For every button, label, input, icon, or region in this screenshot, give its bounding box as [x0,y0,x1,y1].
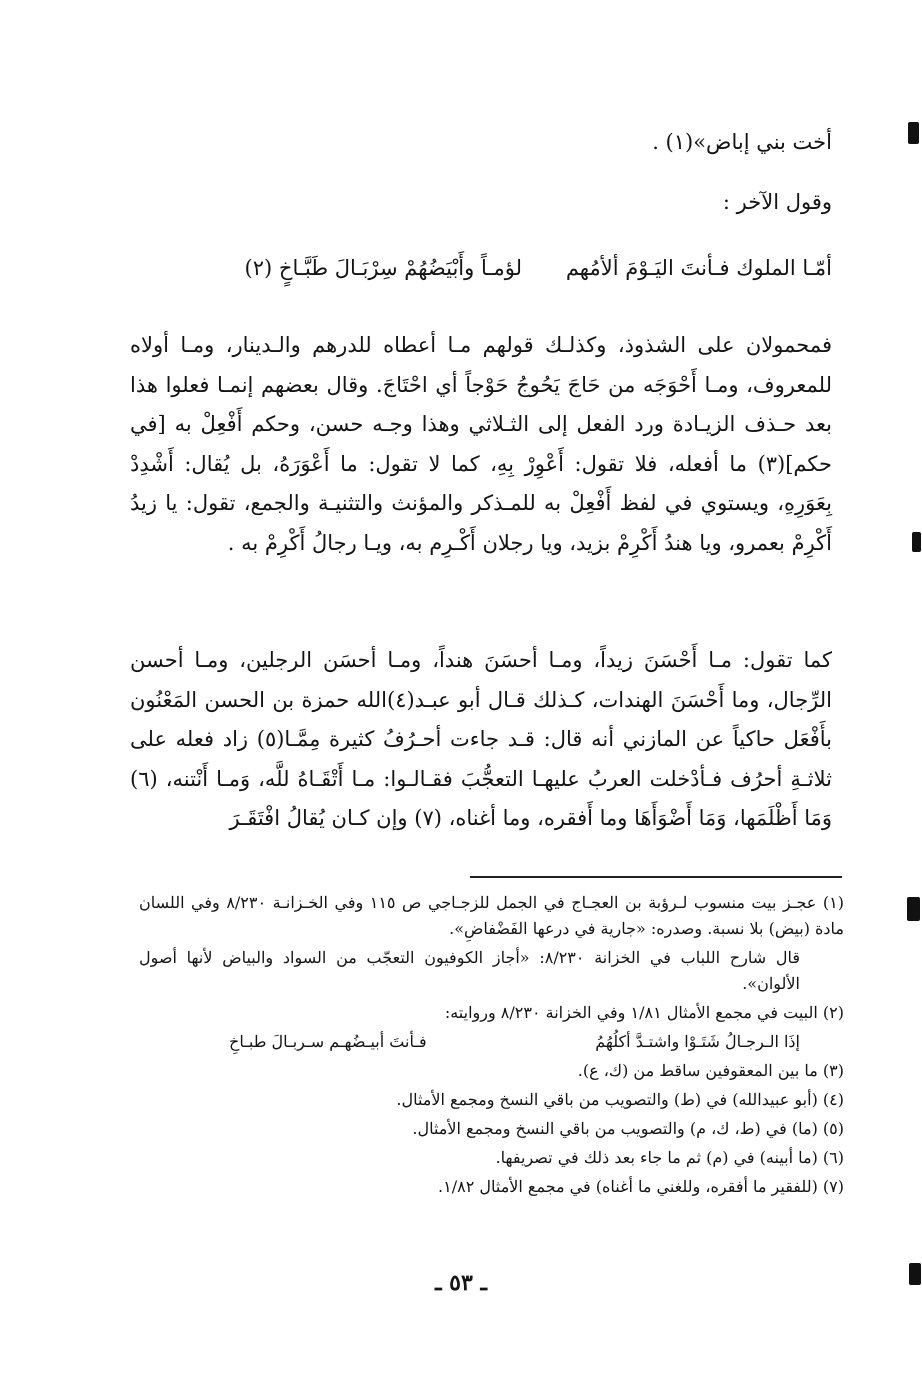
footnote-number: (٣) [822,1061,844,1080]
footnote-2-verse [139,1029,844,1055]
footnote-6 [139,1145,844,1171]
footnote-text: (للفقير ما أفقره، وللغني ما أغناه) في مجمع الأمثال ١/٨٢. [438,1177,818,1196]
footnote-separator [470,876,842,878]
footnotes [139,890,844,1203]
footnote-3 [139,1058,844,1084]
footnote-number: (١) [822,893,844,912]
footnote-text: (أبو عبيدالله) في (ط) والتصويب من باقي النسخ ومجمع الأمثال. [396,1090,818,1109]
binding-mark [908,122,919,144]
binding-mark [907,897,920,921]
footnote-text: البيت في مجمع الأمثال ١/٨١ وفي الخزانة ٨/٢٣٠ وروايته: [444,1003,818,1022]
body-paragraph-1: فمحمولان على الشذوذ، وكذلـك قولهم مـا أعطاه للدرهم والـدينار، ومـا أولاه للمعروف، ومـا أَحْوَجَه من حَاجَ يَحُوجُ حَوْجاً أي احْتَاجَ. وقال بعضهم إنمـا فعلوا هذا بعد حـذف الزيـادة ورد الفعل إلى الثـلاثي وهذا وجـه حسن، وحكم أَفْعِلْ به [في حكم](٣) ما أفعله، فلا تقول: أَعْوِرْ بِهِ، كما لا تقول: ما أَعْوَرَهُ، بل يُقال: أَشْدِدْ بِعَوَرِهِ، ويستوي في لفظ أَفْعِلْ به للمـذكر والمؤنث والتثنيـة والجمع، تقول: يا زيدُ أَكْرِمْ بعمرو، ويا هندُ أَكْرِمْ بزيد، ويا رجلان أَكْـرِم به، ويـا رجالُ أَكْرِمْ به . [130,333,832,555]
footnote-7 [139,1174,844,1200]
footnote-5 [139,1116,844,1142]
section-heading: وقول الآخر : [722,190,832,214]
verse-first-hemistich: أمّـا الملوك فـأنتَ اليَـوْمَ ألأمُهم [565,256,832,280]
footnote-text: ما بين المعقوفين ساقط من (ك، ع). [577,1061,818,1080]
footnote-number: (٢) [822,1003,844,1022]
footnote-number: (٤) [822,1090,844,1109]
footnote-number: (٥) [822,1119,844,1138]
footnote-text: (ما أبينه) في (م) ثم ما جاء بعد ذلك في تصريفها. [495,1148,818,1167]
verse-second-hemistich: لؤمـاً وأَبْيَضُهُمْ سِرْبَـالَ طَبَّـاخٍ (٢) [244,256,522,280]
binding-mark [912,532,921,552]
binding-mark [909,1263,921,1285]
footnote-text: قال شارح اللباب في الخزانة ٨/٢٣٠: «أجاز الكوفيون التعجّب من السواد والبياض لأنها أصول الألوان». [139,948,800,993]
page-number: ـ ٥٣ ـ [435,1270,487,1296]
footnote-1-continued [139,945,844,997]
footnote-number: (٧) [822,1177,844,1196]
footnote-2 [139,1000,844,1026]
footnote-number: (٦) [822,1148,844,1167]
footnote-text: عجـز بيت منسوب لـرؤبة بن العجـاج في الجمل للزجـاجي ص ١١٥ وفي الخـزانـة ٨/٢٣٠ وفي اللسان مادة (بيض) بلا نسبة. وصدره: «جارية في درعها الفَضْفاضِ». [139,893,844,938]
footnote-verse-second-hemistich: فـأنتَ أبيـضُهـم سـربـالَ طبـاخِ [229,1032,427,1051]
footnote-text: (ما) في (ط، ك، م) والتصويب من باقي النسخ ومجمع الأمثال. [412,1119,818,1138]
footnote-verse-first-hemistich: إذَا الـرجـالُ شَتَـوْا واشتـدَّ أكلُهُمُ [595,1032,800,1051]
footnote-1 [139,890,844,942]
poetry-verse [130,246,832,290]
footnote-4 [139,1087,844,1113]
continuation-line: أخت بني إباض»(١) . [652,130,832,154]
body-paragraph-2: كما تقول: مـا أَحْسَنَ زيداً، ومـا أحسَنَ هنداً، ومـا أحسَن الرجلين، ومـا أحسن الرِّجال، وما أَحْسَنَ الهندات، كـذلك قـال أبو عبـد(٤)الله حمزة بن الحسن المَعْنُون بأَفْعَل حاكياً عن المازني أنه قال: قـد جاءت أحـرُفُ كثيرة مِمَّـا(٥) زاد فعله على ثلاثـةِ أحرُف فـأدْخلت العربُ عليهـا التعجُّبَ فقـالـوا: مـا أَتْقَـاهُ للَّه، وَمـا أَنْتنه، (٦) وَمَا أَظْلَمَها، وَمَا أَضْوَأَهَا وما أَفقره، وما أغناه، (٧) وإن كـان يُقالُ افْتَقَـرَ [130,648,832,830]
